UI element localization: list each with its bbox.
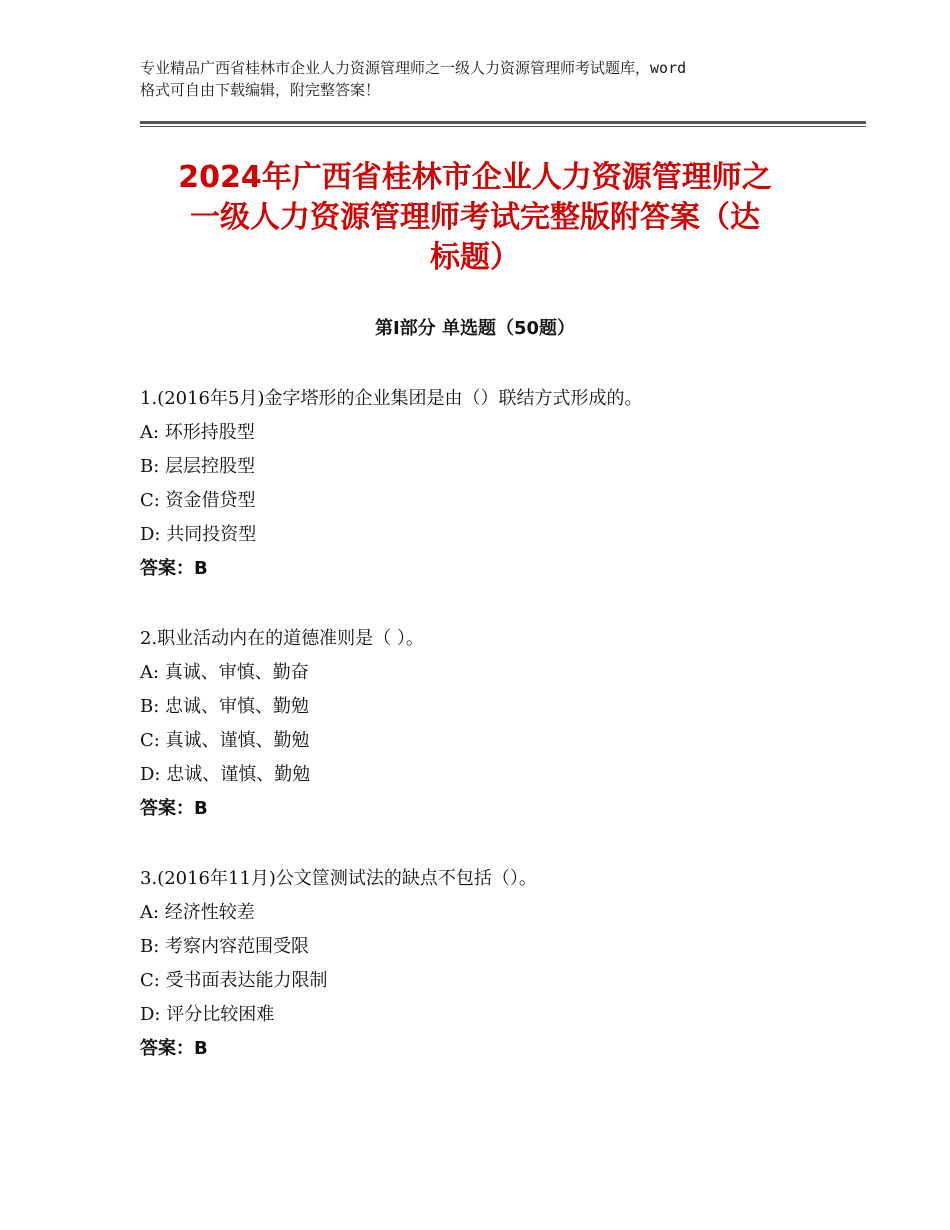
question-stem: 1.(2016年5月)金字塔形的企业集团是由（）联结方式形成的。 bbox=[140, 388, 643, 409]
section-heading: 第Ⅰ部分 单选题（50题） bbox=[374, 318, 575, 339]
header-divider-thin bbox=[140, 126, 866, 127]
option-b: B: 考察内容范围受限 bbox=[140, 936, 310, 957]
option-b: B: 忠诚、审慎、勤勉 bbox=[140, 696, 310, 717]
question-item-2 bbox=[140, 622, 830, 826]
header-note-line-1: 专业精品广西省桂林市企业人力资源管理师之一级人力资源管理师考试题库，word bbox=[140, 59, 687, 77]
option-a: A: 环形持股型 bbox=[140, 422, 255, 443]
question-list bbox=[140, 382, 830, 1102]
document-title-line-3: 标题） bbox=[430, 240, 520, 275]
option-a: A: 经济性较差 bbox=[140, 902, 255, 923]
answer-label: 答案：B bbox=[140, 798, 208, 819]
option-c: C: 受书面表达能力限制 bbox=[140, 970, 328, 991]
answer-label: 答案：B bbox=[140, 1038, 208, 1059]
document-title-line-2: 一级人力资源管理师考试完整版附答案（达 bbox=[190, 200, 760, 235]
header-divider-thick bbox=[140, 121, 866, 124]
option-d: D: 共同投资型 bbox=[140, 524, 257, 545]
option-c: C: 资金借贷型 bbox=[140, 490, 256, 511]
option-c: C: 真诚、谨慎、勤勉 bbox=[140, 730, 310, 751]
question-stem: 3.(2016年11月)公文筐测试法的缺点不包括（）。 bbox=[140, 868, 537, 889]
option-d: D: 评分比较困难 bbox=[140, 1004, 275, 1025]
question-item-3 bbox=[140, 862, 830, 1066]
header-note-line-2: 格式可自由下载编辑，附完整答案！ bbox=[140, 81, 381, 99]
answer-label: 答案：B bbox=[140, 558, 208, 579]
option-d: D: 忠诚、谨慎、勤勉 bbox=[140, 764, 311, 785]
question-item-1 bbox=[140, 382, 830, 586]
option-a: A: 真诚、审慎、勤奋 bbox=[140, 662, 309, 683]
option-b: B: 层层控股型 bbox=[140, 456, 256, 477]
header-note bbox=[140, 57, 820, 101]
question-stem: 2.职业活动内在的道德准则是（ ）。 bbox=[140, 628, 424, 649]
document-title-line-1: 2024年广西省桂林市企业人力资源管理师之 bbox=[178, 160, 772, 195]
document-title bbox=[140, 158, 810, 278]
